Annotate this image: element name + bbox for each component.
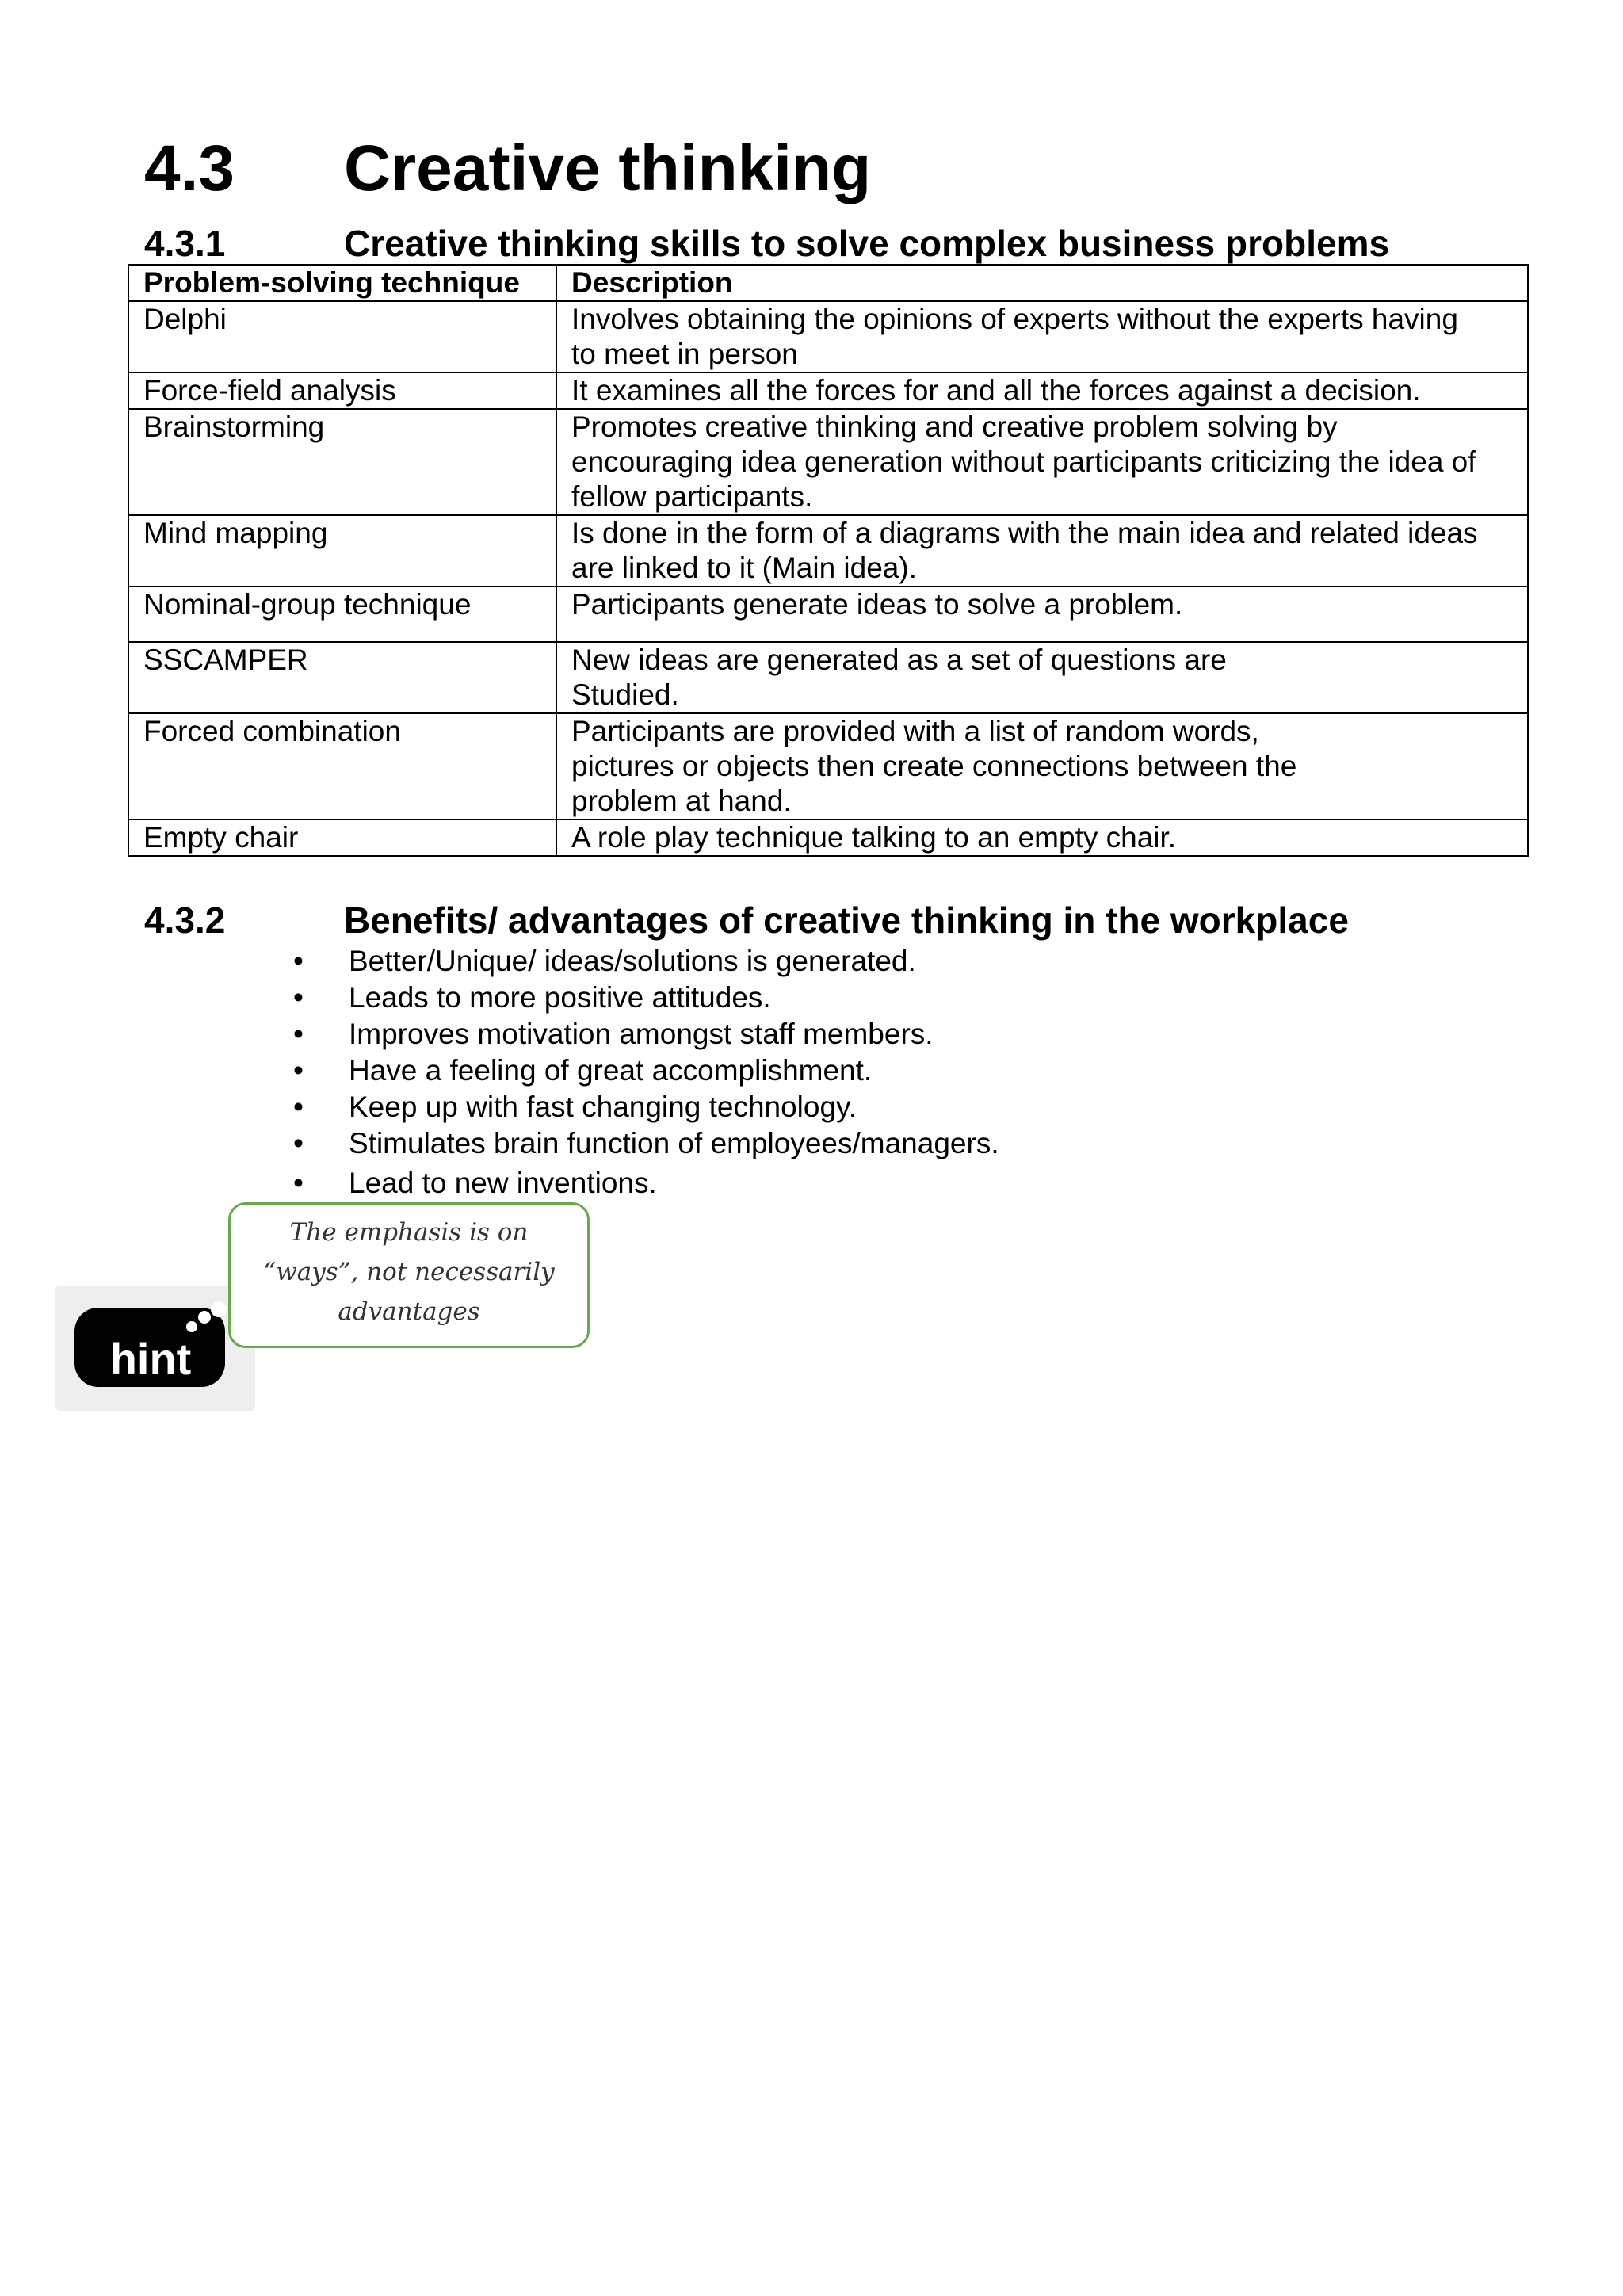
table-row: [128, 642, 1528, 713]
technique-cell: Brainstorming: [128, 409, 556, 515]
hint-logo-text: hint: [109, 1334, 192, 1384]
benefit-text: Lead to new inventions.: [349, 1167, 657, 1199]
hint-logo-icon: [55, 1286, 255, 1411]
bullet-icon: •: [293, 945, 304, 977]
section-title: Creative thinking: [344, 132, 872, 204]
hint-note: [228, 1202, 590, 1348]
benefit-text: Improves motivation amongst staff members.: [349, 1018, 934, 1050]
table-row: [128, 409, 1528, 515]
table-row: [128, 713, 1528, 819]
bullet-icon: •: [293, 1127, 304, 1159]
technique-cell: Force-field analysis: [128, 372, 556, 409]
hint-logo: [55, 1286, 255, 1411]
benefit-text: Stimulates brain function of employees/managers.: [349, 1127, 999, 1159]
description-cell: Participants generate ideas to solve a problem.: [556, 586, 1528, 642]
bullet-icon: •: [293, 1167, 304, 1199]
subsection-number-2: 4.3.2: [144, 900, 226, 941]
subsection-heading-2: [144, 900, 1349, 941]
benefit-text: Have a feeling of great accomplishment.: [349, 1054, 873, 1087]
description-cell: A role play technique talking to an empty chair.: [556, 819, 1528, 856]
list-item: [293, 1016, 999, 1052]
list-item: [293, 943, 999, 980]
bullet-icon: •: [293, 1054, 304, 1087]
table-row: [128, 372, 1528, 409]
section-number: 4.3: [144, 132, 235, 204]
benefit-text: Leads to more positive attitudes.: [349, 981, 771, 1014]
list-item: [293, 980, 999, 1016]
table-row: [128, 515, 1528, 586]
techniques-table: [128, 264, 1529, 857]
description-cell: Involves obtaining the opinions of experts without the experts having to meet in person: [556, 301, 1528, 372]
list-item: [293, 1052, 999, 1089]
list-item: [293, 1125, 999, 1162]
hint-note-line: The emphasis is on: [289, 1218, 529, 1247]
description-cell: It examines all the forces for and all the forces against a decision.: [556, 372, 1528, 409]
column-header-technique: Problem-solving technique: [128, 265, 556, 301]
benefits-list: [293, 943, 999, 1201]
bullet-icon: •: [293, 1091, 304, 1123]
table-row: [128, 819, 1528, 856]
table-row: [128, 301, 1528, 372]
subsection-title-1: Creative thinking skills to solve complex business problems: [344, 223, 1390, 264]
column-header-description: Description: [556, 265, 1528, 301]
technique-cell: Delphi: [128, 301, 556, 372]
bullet-icon: •: [293, 981, 304, 1014]
bullet-icon: •: [293, 1018, 304, 1050]
hint-note-line: advantages: [338, 1297, 480, 1326]
table-row: [128, 586, 1528, 642]
technique-cell: Mind mapping: [128, 515, 556, 586]
technique-cell: Forced combination: [128, 713, 556, 819]
technique-cell: Empty chair: [128, 819, 556, 856]
technique-cell: SSCAMPER: [128, 642, 556, 713]
hint-note-line: “ways”, not necessarily: [263, 1258, 555, 1286]
description-cell: Promotes creative thinking and creative problem solving by encouraging idea generation without participants criticizing the idea of fellow participants.: [556, 409, 1528, 515]
subsection-heading-1: [144, 225, 1389, 262]
description-cell: Participants are provided with a list of random words, pictures or objects then create connections between the problem at hand.: [556, 713, 1528, 819]
subsection-number-1: 4.3.1: [144, 223, 226, 264]
benefit-text: Better/Unique/ ideas/solutions is generated.: [349, 945, 916, 977]
benefit-text: Keep up with fast changing technology.: [349, 1091, 857, 1123]
table-header-row: [128, 265, 1528, 301]
technique-cell: Nominal-group technique: [128, 586, 556, 642]
description-cell: New ideas are generated as a set of questions are Studied.: [556, 642, 1528, 713]
list-item: [293, 1089, 999, 1125]
section-heading: [144, 132, 872, 204]
list-item: [293, 1165, 999, 1201]
subsection-title-2: Benefits/ advantages of creative thinking in the workplace: [344, 900, 1349, 941]
description-cell: Is done in the form of a diagrams with the main idea and related ideas are linked to it (Main idea).: [556, 515, 1528, 586]
